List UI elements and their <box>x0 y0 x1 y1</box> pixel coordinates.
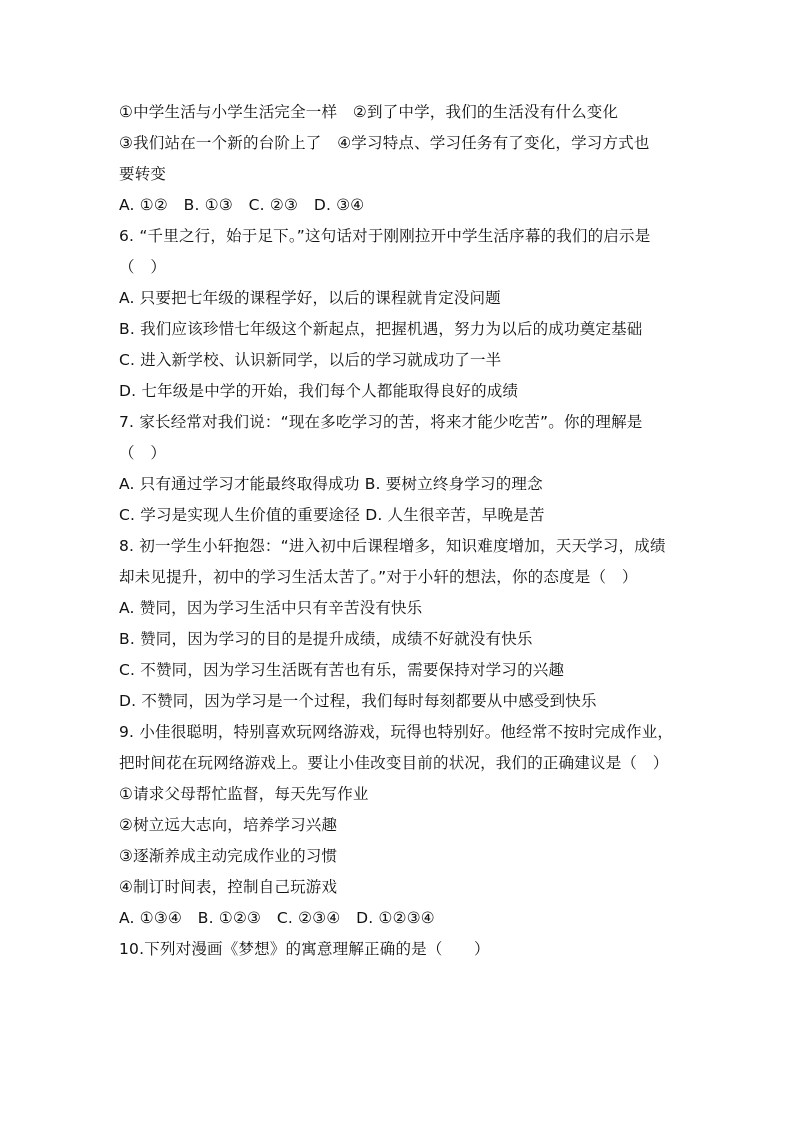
q7-blank: （ ） <box>119 444 167 462</box>
q5-options-line-1: ①中学生活与小学生活完全一样 ②到了中学，我们的生活没有什么变化 <box>119 103 619 121</box>
q9-item-3: ③逐渐养成主动完成作业的习惯 <box>119 847 338 865</box>
q8-option-d: D. 不赞同，因为学习是一个过程，我们每时每刻都要从中感受到快乐 <box>119 692 597 710</box>
q7-options-ab: A. 只有通过学习才能最终取得成功 B. 要树立终身学习的理念 <box>119 475 543 493</box>
q6-option-a: A. 只要把七年级的课程学好，以后的课程就肯定没问题 <box>119 289 501 307</box>
q6-option-b: B. 我们应该珍惜七年级这个新起点，把握机遇，努力为以后的成功奠定基础 <box>119 320 643 338</box>
q9-item-1: ①请求父母帮忙监督，每天先写作业 <box>119 785 369 803</box>
q9-answer-choices: A. ①③④ B. ①②③ C. ②③④ D. ①②③④ <box>119 909 435 927</box>
q7-options-cd: C. 学习是实现人生价值的重要途径 D. 人生很辛苦，早晚是苦 <box>119 506 545 524</box>
q5-answer-choices: A. ①② B. ①③ C. ②③ D. ③④ <box>119 196 365 214</box>
document-body <box>119 97 679 965</box>
q8-option-c: C. 不赞同，因为学习生活既有苦也有乐，需要保持对学习的兴趣 <box>119 661 565 679</box>
q9-item-2: ②树立远大志向，培养学习兴趣 <box>119 816 338 834</box>
q6-option-c: C. 进入新学校、认识新同学，以后的学习就成功了一半 <box>119 351 502 369</box>
q8-stem-line-2: 却未见提升，初中的学习生活太苦了。”对于小轩的想法，你的态度是（ ） <box>119 568 638 586</box>
q5-options-line-2: ③我们站在一个新的台阶上了 ④学习特点、学习任务有了变化，学习方式也 <box>119 134 650 152</box>
q7-stem: 7. 家长经常对我们说：“现在多吃学习的苦，将来才能少吃苦”。你的理解是 <box>119 413 643 431</box>
q6-option-d: D. 七年级是中学的开始，我们每个人都能取得良好的成绩 <box>119 382 519 400</box>
q5-options-line-3: 要转变 <box>119 165 167 183</box>
q9-item-4: ④制订时间表，控制自己玩游戏 <box>119 878 338 896</box>
q9-stem-line-1: 9. 小佳很聪明，特别喜欢玩网络游戏，玩得也特别好。他经常不按时完成作业， <box>119 723 674 741</box>
q6-blank: （ ） <box>119 258 167 276</box>
q6-stem: 6. “千里之行，始于足下。”这句话对于刚刚拉开中学生活序幕的我们的启示是 <box>119 227 651 245</box>
q8-option-a: A. 赞同，因为学习生活中只有辛苦没有快乐 <box>119 599 423 617</box>
q10-stem: 10.下列对漫画《梦想》的寓意理解正确的是（ ） <box>119 940 490 958</box>
q8-stem-line-1: 8. 初一学生小轩抱怨：“进入初中后课程增多，知识难度增加，天天学习，成绩 <box>119 537 666 555</box>
q9-stem-line-2: 把时间花在玩网络游戏上。要让小佳改变目前的状况，我们的正确建议是（ ） <box>119 754 669 772</box>
q8-option-b: B. 赞同，因为学习的目的是提升成绩，成绩不好就没有快乐 <box>119 630 533 648</box>
